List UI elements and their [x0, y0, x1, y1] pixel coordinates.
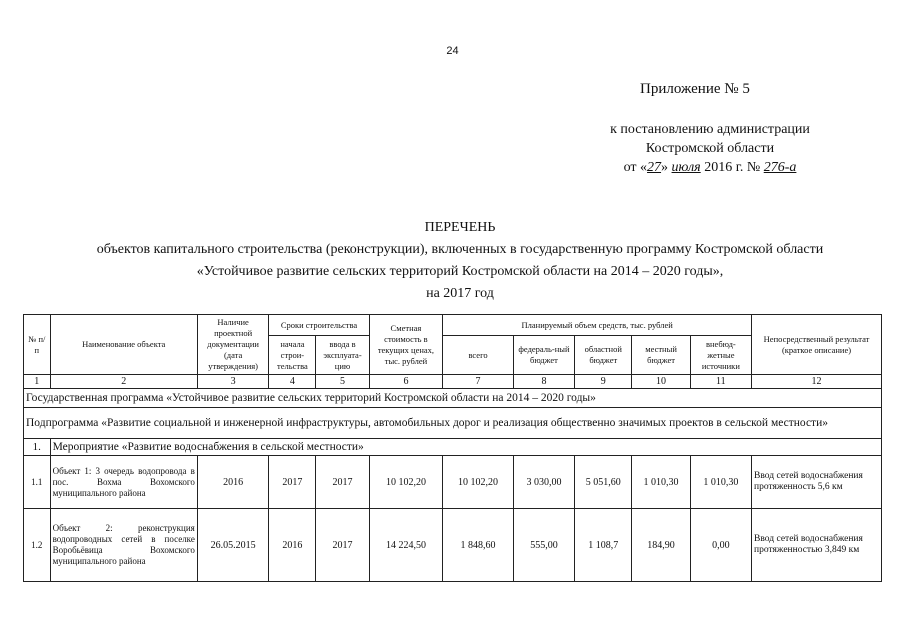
resolution-number: 276-а	[763, 160, 797, 175]
resolution-line1: к постановлению администрации	[610, 122, 810, 137]
row-cost: 14 224,50	[369, 509, 443, 582]
header-regional: областной бюджет	[575, 336, 632, 375]
measure-num: 1.	[24, 439, 51, 456]
row-result: Ввод сетей водоснабжения протяженность 5,6 км	[752, 456, 882, 509]
row-num: 1.2	[24, 509, 51, 582]
row-result: Ввод сетей водоснабжения протяженностью 3,849 км	[752, 509, 882, 582]
column-number: 4	[269, 375, 316, 389]
row-local: 184,90	[632, 509, 690, 582]
row-federal: 555,00	[513, 509, 574, 582]
row-regional: 5 051,60	[575, 456, 632, 509]
row-object-name: Объект 1: 3 очередь водопровода в пос. Вохма Вохомского муниципального района	[50, 456, 197, 509]
row-start: 2017	[269, 456, 316, 509]
column-number: 3	[197, 375, 269, 389]
header-federal: федераль-ный бюджет	[513, 336, 574, 375]
column-number: 11	[690, 375, 751, 389]
resolution-line2: Костромской области	[645, 141, 775, 156]
column-number: 9	[575, 375, 632, 389]
row-docs: 2016	[197, 456, 269, 509]
row-commission: 2017	[316, 509, 369, 582]
column-number: 6	[369, 375, 443, 389]
header-terms: Сроки строительства	[269, 315, 369, 336]
row-num: 1.1	[24, 456, 51, 509]
header-planned: Планируемый объем средств, тыс. рублей	[443, 315, 752, 336]
row-total: 10 102,20	[443, 456, 514, 509]
resolution-year: 2016 г. №	[704, 160, 761, 175]
header-total: всего	[443, 336, 514, 375]
title-line-1: объектов капитального строительства (реконструкции), включенных в государственную программу Костромской области	[96, 242, 824, 257]
row-external: 0,00	[690, 509, 751, 582]
row-federal: 3 030,00	[513, 456, 574, 509]
column-number: 5	[316, 375, 369, 389]
header-result: Непосредственный результат (краткое описание)	[752, 315, 882, 375]
column-number: 12	[752, 375, 882, 389]
row-total: 1 848,60	[443, 509, 514, 582]
resolution-quote: »	[661, 160, 669, 175]
resolution-day: 27	[647, 160, 662, 175]
header-start: начала строи-тельства	[269, 336, 316, 375]
page-number: 24	[446, 45, 459, 57]
measure-row: Мероприятие «Развитие водоснабжения в сельской местности»	[50, 439, 881, 456]
column-number: 8	[513, 375, 574, 389]
header-num: № п/п	[24, 315, 51, 375]
row-regional: 1 108,7	[575, 509, 632, 582]
objects-table	[23, 314, 882, 582]
document-heading: ПЕРЕЧЕНЬ	[424, 220, 496, 235]
header-external: внебюд-жетные источники	[690, 336, 751, 375]
row-cost: 10 102,20	[369, 456, 443, 509]
row-commission: 2017	[316, 456, 369, 509]
header-commission: ввода в эксплуата-цию	[316, 336, 369, 375]
header-local: местный бюджет	[632, 336, 690, 375]
row-external: 1 010,30	[690, 456, 751, 509]
title-line-3: на 2017 год	[426, 286, 494, 301]
column-number: 2	[50, 375, 197, 389]
column-number: 7	[443, 375, 514, 389]
header-cost: Сметная стоимость в текущих ценах, тыс. рублей	[369, 315, 443, 375]
header-docs: Наличие проектной документации (дата утверждения)	[197, 315, 269, 375]
row-docs: 26.05.2015	[197, 509, 269, 582]
table-row	[24, 509, 882, 582]
column-number: 10	[632, 375, 690, 389]
resolution-from: от «	[623, 160, 648, 175]
header-name: Наименование объекта	[50, 315, 197, 375]
resolution-block	[520, 120, 900, 177]
subprogram-row: Подпрограмма «Развитие социальной и инженерной инфраструктуры, автомобильных дорог и реализация общественно значимых проектов в сельской местности»	[24, 408, 882, 439]
resolution-line3	[520, 158, 900, 177]
row-object-name: Объект 2: реконструкция водопроводных сетей в поселке Воробьёвица Вохомского муниципального района	[50, 509, 197, 582]
title-line-2: «Устойчивое развитие сельских территорий Костромской области на 2014 – 2020 годы»,	[196, 264, 724, 279]
row-start: 2016	[269, 509, 316, 582]
resolution-month: июля	[671, 160, 701, 175]
table-row	[24, 456, 882, 509]
column-number: 1	[24, 375, 51, 389]
row-local: 1 010,30	[632, 456, 690, 509]
appendix-label: Приложение № 5	[640, 81, 750, 97]
program-row: Государственная программа «Устойчивое развитие сельских территорий Костромской области на 2014 – 2020 годы»	[24, 389, 882, 408]
